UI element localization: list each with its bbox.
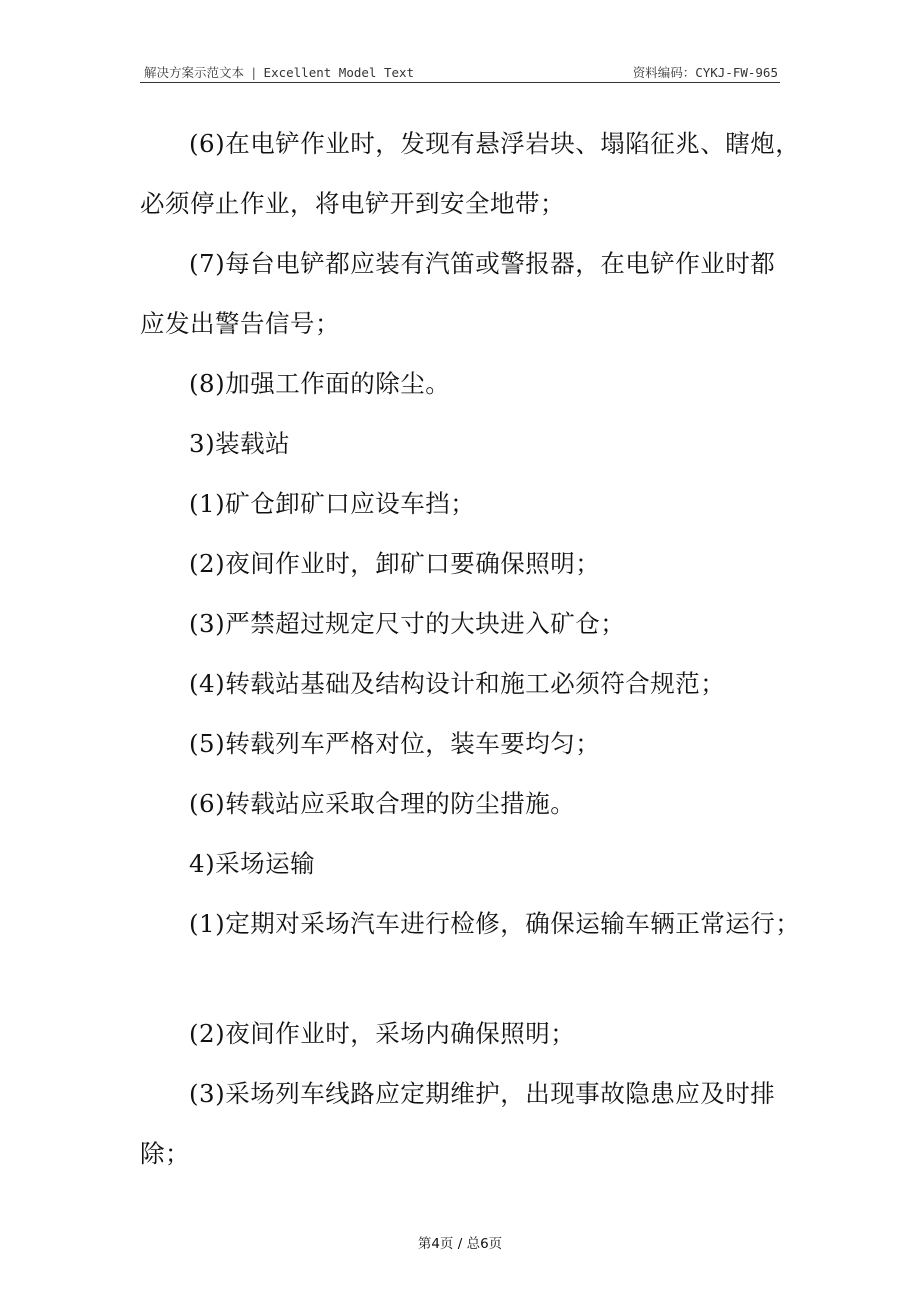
paragraph-line: 除； bbox=[140, 1139, 190, 1168]
document-code: 资料编码：CYKJ-FW-965 bbox=[632, 65, 778, 80]
paragraph-line: (8)加强工作面的除尘。 bbox=[189, 369, 451, 398]
paragraph-line: (5)转载列车严格对位，装车要均匀； bbox=[189, 729, 601, 758]
paragraph-line: (1)定期对采场汽车进行检修，确保运输车辆正常运行； bbox=[189, 909, 801, 938]
paragraph-line: (2)夜间作业时，采场内确保照明； bbox=[189, 1019, 576, 1048]
header-left bbox=[144, 63, 414, 81]
page-number: 第4页 / 总6页 bbox=[417, 1236, 503, 1252]
paragraph-line: (4)转载站基础及结构设计和施工必须符合规范； bbox=[189, 669, 726, 698]
section-heading: 3)装载站 bbox=[189, 429, 291, 458]
paragraph-line: (1)矿仓卸矿口应设车挡； bbox=[189, 489, 476, 518]
header-title: 解决方案示范文本 bbox=[144, 65, 245, 80]
section-heading: 4)采场运输 bbox=[189, 849, 316, 878]
paragraph-line: (3)严禁超过规定尺寸的大块进入矿仓； bbox=[189, 609, 626, 638]
paragraph-line: 应发出警告信号； bbox=[140, 309, 340, 338]
paragraph-line: (2)夜间作业时，卸矿口要确保照明； bbox=[189, 549, 601, 578]
paragraph-line: (7)每台电铲都应装有汽笛或警报器，在电铲作业时都 bbox=[189, 249, 776, 278]
header-subtitle: Excellent Model Text bbox=[263, 65, 415, 80]
header-separator: | bbox=[250, 65, 258, 80]
paragraph-line: (6)转载站应采取合理的防尘措施。 bbox=[189, 789, 576, 818]
paragraph-line: 必须停止作业，将电铲开到安全地带； bbox=[140, 189, 565, 218]
paragraph-line: (6)在电铲作业时，发现有悬浮岩块、塌陷征兆、瞎炮， bbox=[189, 129, 801, 158]
paragraph-line: (3)采场列车线路应定期维护，出现事故隐患应及时排 bbox=[189, 1079, 776, 1108]
page-header bbox=[140, 60, 780, 83]
